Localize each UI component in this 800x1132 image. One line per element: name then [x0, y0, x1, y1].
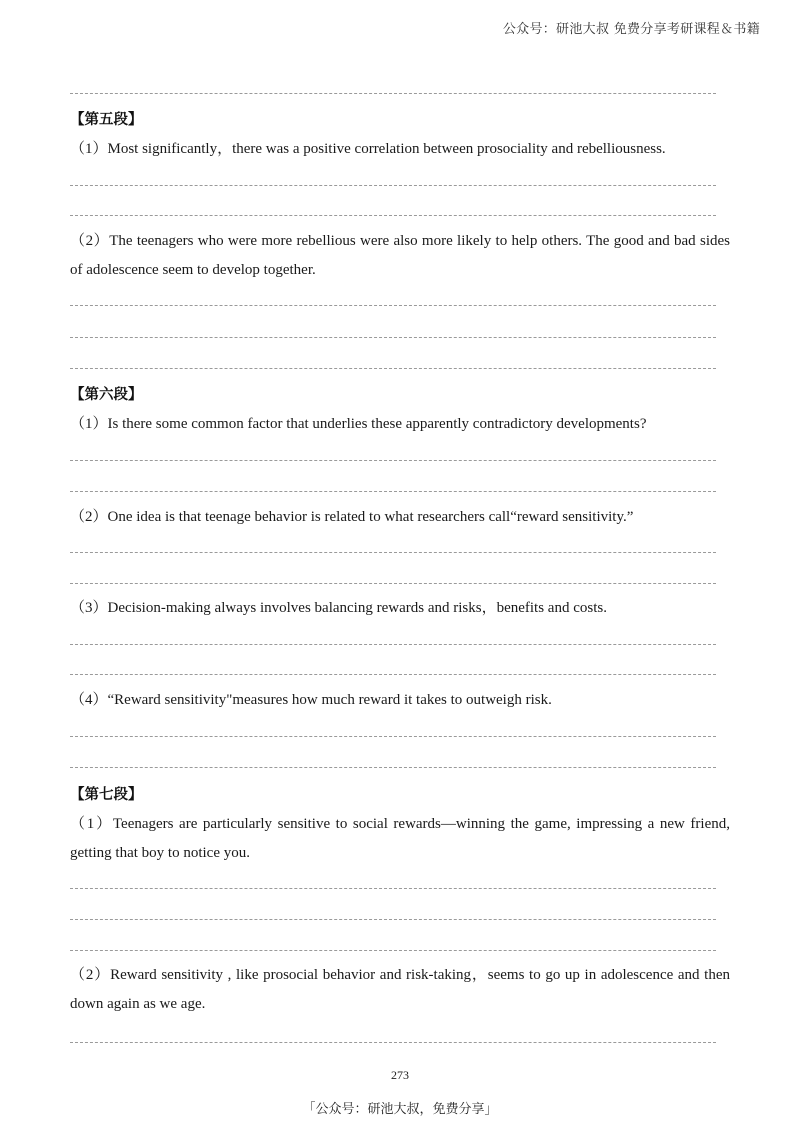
- page-number: 273: [391, 1068, 409, 1082]
- sentence-item: （2）One idea is that teenage behavior is related to what researchers call“reward sensitivity.”: [70, 509, 634, 525]
- answer-line: [70, 644, 716, 645]
- answer-line: [70, 305, 716, 306]
- answer-line: [70, 491, 716, 492]
- answer-line: [70, 185, 716, 186]
- section-heading: 【第六段】: [70, 387, 143, 403]
- answer-line: [70, 552, 716, 553]
- answer-line: [70, 460, 716, 461]
- sentence-item: （4）“Reward sensitivity"measures how much reward it takes to outweigh risk.: [70, 692, 552, 708]
- page-footer: 「公众号：研池大叔，免费分享」: [302, 1102, 498, 1117]
- answer-line: [70, 215, 716, 216]
- answer-line: [70, 888, 716, 889]
- answer-line: [70, 368, 716, 369]
- answer-line: [70, 919, 716, 920]
- section-heading: 【第五段】: [70, 112, 143, 128]
- answer-line: [70, 93, 716, 94]
- answer-line: [70, 674, 716, 675]
- section-heading: 【第七段】: [70, 787, 143, 803]
- answer-line: [70, 767, 716, 768]
- answer-line: [70, 736, 716, 737]
- answer-line: [70, 337, 716, 338]
- answer-line: [70, 583, 716, 584]
- answer-line: [70, 950, 716, 951]
- sentence-item: （1）Most significantly，there was a positive correlation between prosociality and rebelliousness.: [70, 141, 666, 157]
- answer-line: [70, 1042, 716, 1043]
- sentence-item: （2）Reward sensitivity , like prosocial behavior and risk-taking，seems to go up in adolescence and then down again as we age.: [70, 967, 730, 1012]
- sentence-item: （3）Decision-making always involves balancing rewards and risks，benefits and costs.: [70, 600, 607, 616]
- sentence-item: （1）Is there some common factor that underlies these apparently contradictory developments?: [70, 416, 647, 432]
- sentence-item: （1）Teenagers are particularly sensitive to social rewards—winning the game, impressing a new friend, getting that boy to notice you.: [70, 816, 730, 861]
- sentence-item: （2）The teenagers who were more rebellious were also more likely to help others. The good and bad sides of adolescence seem to develop together.: [70, 233, 730, 278]
- page-header: 公众号：研池大叔 免费分享考研课程＆书籍: [502, 22, 760, 37]
